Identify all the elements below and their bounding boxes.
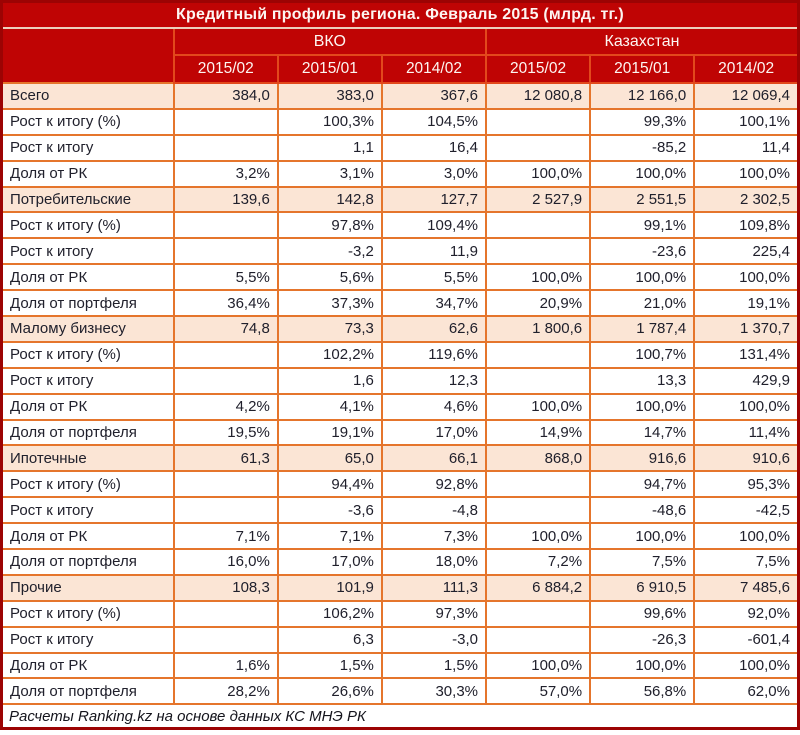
table-cell: 17,0%: [382, 420, 486, 446]
table-cell: 94,7%: [590, 471, 694, 497]
table-cell: 20,9%: [486, 290, 590, 316]
table-cell: 3,1%: [278, 161, 382, 187]
table-cell: 21,0%: [590, 290, 694, 316]
row-label: Доля от портфеля: [2, 678, 174, 704]
table-cell: 13,3: [590, 368, 694, 394]
table-cell: 108,3: [174, 575, 278, 601]
table-cell: 1,1: [278, 135, 382, 161]
table-cell: -26,3: [590, 627, 694, 653]
table-cell: [174, 368, 278, 394]
table-cell: 97,3%: [382, 601, 486, 627]
row-label: Доля от РК: [2, 394, 174, 420]
table-row: [2, 549, 799, 575]
table-cell: 12 080,8: [486, 83, 590, 109]
table-header: [2, 2, 799, 84]
table-cell: 57,0%: [486, 678, 590, 704]
table-row: [2, 264, 799, 290]
table-cell: 100,0%: [694, 653, 798, 679]
table-cell: -3,0: [382, 627, 486, 653]
table-cell: [174, 497, 278, 523]
table-row: [2, 420, 799, 446]
table-cell: [174, 212, 278, 238]
table-cell: 1,5%: [382, 653, 486, 679]
table-cell: 2 551,5: [590, 187, 694, 213]
table-cell: 3,2%: [174, 161, 278, 187]
table-cell: 7,1%: [278, 523, 382, 549]
title-row: [2, 2, 799, 29]
table-cell: 100,3%: [278, 109, 382, 135]
table-cell: 11,9: [382, 238, 486, 264]
table-cell: [486, 342, 590, 368]
column-header-kz-2014-02: 2014/02: [694, 55, 798, 83]
table-cell: -601,4: [694, 627, 798, 653]
table-row: [2, 368, 799, 394]
row-label: Доля от портфеля: [2, 420, 174, 446]
row-label: Доля от РК: [2, 264, 174, 290]
table-cell: 429,9: [694, 368, 798, 394]
table-cell: [486, 109, 590, 135]
table-cell: 12 166,0: [590, 83, 694, 109]
table-cell: 384,0: [174, 83, 278, 109]
table-cell: 30,3%: [382, 678, 486, 704]
column-group-row: [2, 28, 799, 55]
table-cell: 17,0%: [278, 549, 382, 575]
table-row: [2, 238, 799, 264]
table-cell: -48,6: [590, 497, 694, 523]
table-cell: -23,6: [590, 238, 694, 264]
column-header-kz-2015-02: 2015/02: [486, 55, 590, 83]
table-cell: 1 800,6: [486, 316, 590, 342]
table-cell: 111,3: [382, 575, 486, 601]
table-cell: 65,0: [278, 445, 382, 471]
table-cell: 139,6: [174, 187, 278, 213]
table-cell: 101,9: [278, 575, 382, 601]
table-cell: [486, 471, 590, 497]
table-cell: [174, 627, 278, 653]
row-label: Рост к итогу (%): [2, 212, 174, 238]
table-cell: 142,8: [278, 187, 382, 213]
table-cell: 6 884,2: [486, 575, 590, 601]
category-row: [2, 575, 799, 601]
category-row: [2, 187, 799, 213]
table-cell: 99,3%: [590, 109, 694, 135]
table-cell: 6,3: [278, 627, 382, 653]
table-cell: 127,7: [382, 187, 486, 213]
source-note: Расчеты Ranking.kz на основе данных КС МНЭ РК: [2, 704, 799, 729]
table-cell: 100,0%: [694, 161, 798, 187]
table-cell: 34,7%: [382, 290, 486, 316]
column-header-kz-2015-01: 2015/01: [590, 55, 694, 83]
row-label: Ипотечные: [2, 445, 174, 471]
table-cell: [174, 135, 278, 161]
table-cell: 4,6%: [382, 394, 486, 420]
table-cell: 99,6%: [590, 601, 694, 627]
table-cell: -85,2: [590, 135, 694, 161]
table-cell: 102,2%: [278, 342, 382, 368]
table-cell: 12,3: [382, 368, 486, 394]
table-cell: 62,0%: [694, 678, 798, 704]
table-cell: 36,4%: [174, 290, 278, 316]
table-cell: -3,6: [278, 497, 382, 523]
table-cell: -4,8: [382, 497, 486, 523]
table-row: [2, 653, 799, 679]
table-cell: 11,4: [694, 135, 798, 161]
table-cell: 61,3: [174, 445, 278, 471]
table-cell: [174, 238, 278, 264]
column-header-vko-2015-02: 2015/02: [174, 55, 278, 83]
column-header-vko-2014-02: 2014/02: [382, 55, 486, 83]
table-cell: 910,6: [694, 445, 798, 471]
table-cell: 16,4: [382, 135, 486, 161]
table-cell: 56,8%: [590, 678, 694, 704]
table-cell: [486, 238, 590, 264]
table-row: [2, 471, 799, 497]
category-row: [2, 316, 799, 342]
table-cell: 225,4: [694, 238, 798, 264]
row-label: Рост к итогу: [2, 135, 174, 161]
table-cell: [486, 368, 590, 394]
table-cell: 100,0%: [486, 161, 590, 187]
footer-row: [2, 704, 799, 729]
table-cell: 37,3%: [278, 290, 382, 316]
table-cell: 6 910,5: [590, 575, 694, 601]
table-row: [2, 601, 799, 627]
table-cell: 2 527,9: [486, 187, 590, 213]
table-row: [2, 523, 799, 549]
table-cell: 19,5%: [174, 420, 278, 446]
table-cell: 131,4%: [694, 342, 798, 368]
category-row: [2, 83, 799, 109]
table-cell: [174, 342, 278, 368]
row-label: Рост к итогу (%): [2, 342, 174, 368]
corner-cell: [2, 28, 174, 83]
table-cell: 74,8: [174, 316, 278, 342]
table-cell: 5,6%: [278, 264, 382, 290]
table-cell: 100,0%: [694, 523, 798, 549]
table-cell: [486, 135, 590, 161]
table-cell: 95,3%: [694, 471, 798, 497]
table-cell: 106,2%: [278, 601, 382, 627]
table-cell: 104,5%: [382, 109, 486, 135]
table-cell: 100,0%: [486, 653, 590, 679]
table-row: [2, 135, 799, 161]
table-cell: 12 069,4: [694, 83, 798, 109]
table-cell: 383,0: [278, 83, 382, 109]
table-row: [2, 394, 799, 420]
table-cell: [174, 109, 278, 135]
table-cell: 19,1%: [278, 420, 382, 446]
table-footer: [2, 704, 799, 729]
table-cell: 367,6: [382, 83, 486, 109]
row-label: Рост к итогу: [2, 497, 174, 523]
table-cell: 5,5%: [382, 264, 486, 290]
table-cell: [486, 601, 590, 627]
table-cell: 19,1%: [694, 290, 798, 316]
row-label: Рост к итогу: [2, 627, 174, 653]
row-label: Рост к итогу (%): [2, 109, 174, 135]
row-label: Потребительские: [2, 187, 174, 213]
table-cell: 119,6%: [382, 342, 486, 368]
table-cell: [486, 212, 590, 238]
row-label: Доля от портфеля: [2, 549, 174, 575]
row-label: Рост к итогу (%): [2, 601, 174, 627]
row-label: Рост к итогу (%): [2, 471, 174, 497]
table-cell: 100,0%: [590, 523, 694, 549]
table-title: Кредитный профиль региона. Февраль 2015 (млрд. тг.): [2, 2, 799, 29]
table-row: [2, 678, 799, 704]
table-cell: 7,2%: [486, 549, 590, 575]
row-label: Прочие: [2, 575, 174, 601]
table-cell: 28,2%: [174, 678, 278, 704]
table-cell: 92,0%: [694, 601, 798, 627]
table-cell: 100,0%: [590, 653, 694, 679]
table-cell: 100,0%: [486, 264, 590, 290]
table-cell: 100,0%: [694, 394, 798, 420]
table-cell: 100,0%: [590, 161, 694, 187]
table-cell: 1,6: [278, 368, 382, 394]
table-cell: 1 370,7: [694, 316, 798, 342]
table-cell: 5,5%: [174, 264, 278, 290]
table-cell: 14,7%: [590, 420, 694, 446]
table-cell: 99,1%: [590, 212, 694, 238]
table-cell: 7 485,6: [694, 575, 798, 601]
table-cell: 14,9%: [486, 420, 590, 446]
table-cell: 100,7%: [590, 342, 694, 368]
column-group-kazakhstan: Казахстан: [486, 28, 798, 55]
row-label: Всего: [2, 83, 174, 109]
table-cell: -42,5: [694, 497, 798, 523]
table-cell: 97,8%: [278, 212, 382, 238]
table-row: [2, 161, 799, 187]
table-cell: [174, 471, 278, 497]
table-cell: 1,5%: [278, 653, 382, 679]
table-cell: 100,1%: [694, 109, 798, 135]
table-cell: [486, 627, 590, 653]
table-body: [2, 83, 799, 704]
table-cell: 7,5%: [590, 549, 694, 575]
table-cell: 109,8%: [694, 212, 798, 238]
table-cell: 66,1: [382, 445, 486, 471]
table-cell: 100,0%: [486, 523, 590, 549]
table-row: [2, 342, 799, 368]
row-label: Рост к итогу: [2, 368, 174, 394]
table-cell: 7,5%: [694, 549, 798, 575]
row-label: Доля от РК: [2, 523, 174, 549]
table-cell: 916,6: [590, 445, 694, 471]
column-group-vko: ВКО: [174, 28, 486, 55]
table-cell: 7,3%: [382, 523, 486, 549]
table-cell: 100,0%: [694, 264, 798, 290]
table-row: [2, 627, 799, 653]
column-header-vko-2015-01: 2015/01: [278, 55, 382, 83]
row-label: Доля от РК: [2, 653, 174, 679]
row-label: Доля от портфеля: [2, 290, 174, 316]
table-cell: 4,2%: [174, 394, 278, 420]
table-cell: 868,0: [486, 445, 590, 471]
table-cell: 1 787,4: [590, 316, 694, 342]
table-cell: 100,0%: [590, 264, 694, 290]
table-cell: [486, 497, 590, 523]
table-cell: 4,1%: [278, 394, 382, 420]
table-cell: 18,0%: [382, 549, 486, 575]
table-cell: 109,4%: [382, 212, 486, 238]
table-cell: 16,0%: [174, 549, 278, 575]
table-row: [2, 290, 799, 316]
table-cell: 2 302,5: [694, 187, 798, 213]
table-cell: 3,0%: [382, 161, 486, 187]
table-cell: 1,6%: [174, 653, 278, 679]
table-cell: 73,3: [278, 316, 382, 342]
row-label: Рост к итогу: [2, 238, 174, 264]
table-cell: 11,4%: [694, 420, 798, 446]
table-cell: 62,6: [382, 316, 486, 342]
table-row: [2, 109, 799, 135]
table-cell: 26,6%: [278, 678, 382, 704]
table-cell: [174, 601, 278, 627]
row-label: Малому бизнесу: [2, 316, 174, 342]
category-row: [2, 445, 799, 471]
table-cell: 100,0%: [486, 394, 590, 420]
table-row: [2, 497, 799, 523]
table-cell: 92,8%: [382, 471, 486, 497]
row-label: Доля от РК: [2, 161, 174, 187]
table-cell: -3,2: [278, 238, 382, 264]
table-cell: 94,4%: [278, 471, 382, 497]
table-cell: 100,0%: [590, 394, 694, 420]
table-cell: 7,1%: [174, 523, 278, 549]
table-row: [2, 212, 799, 238]
